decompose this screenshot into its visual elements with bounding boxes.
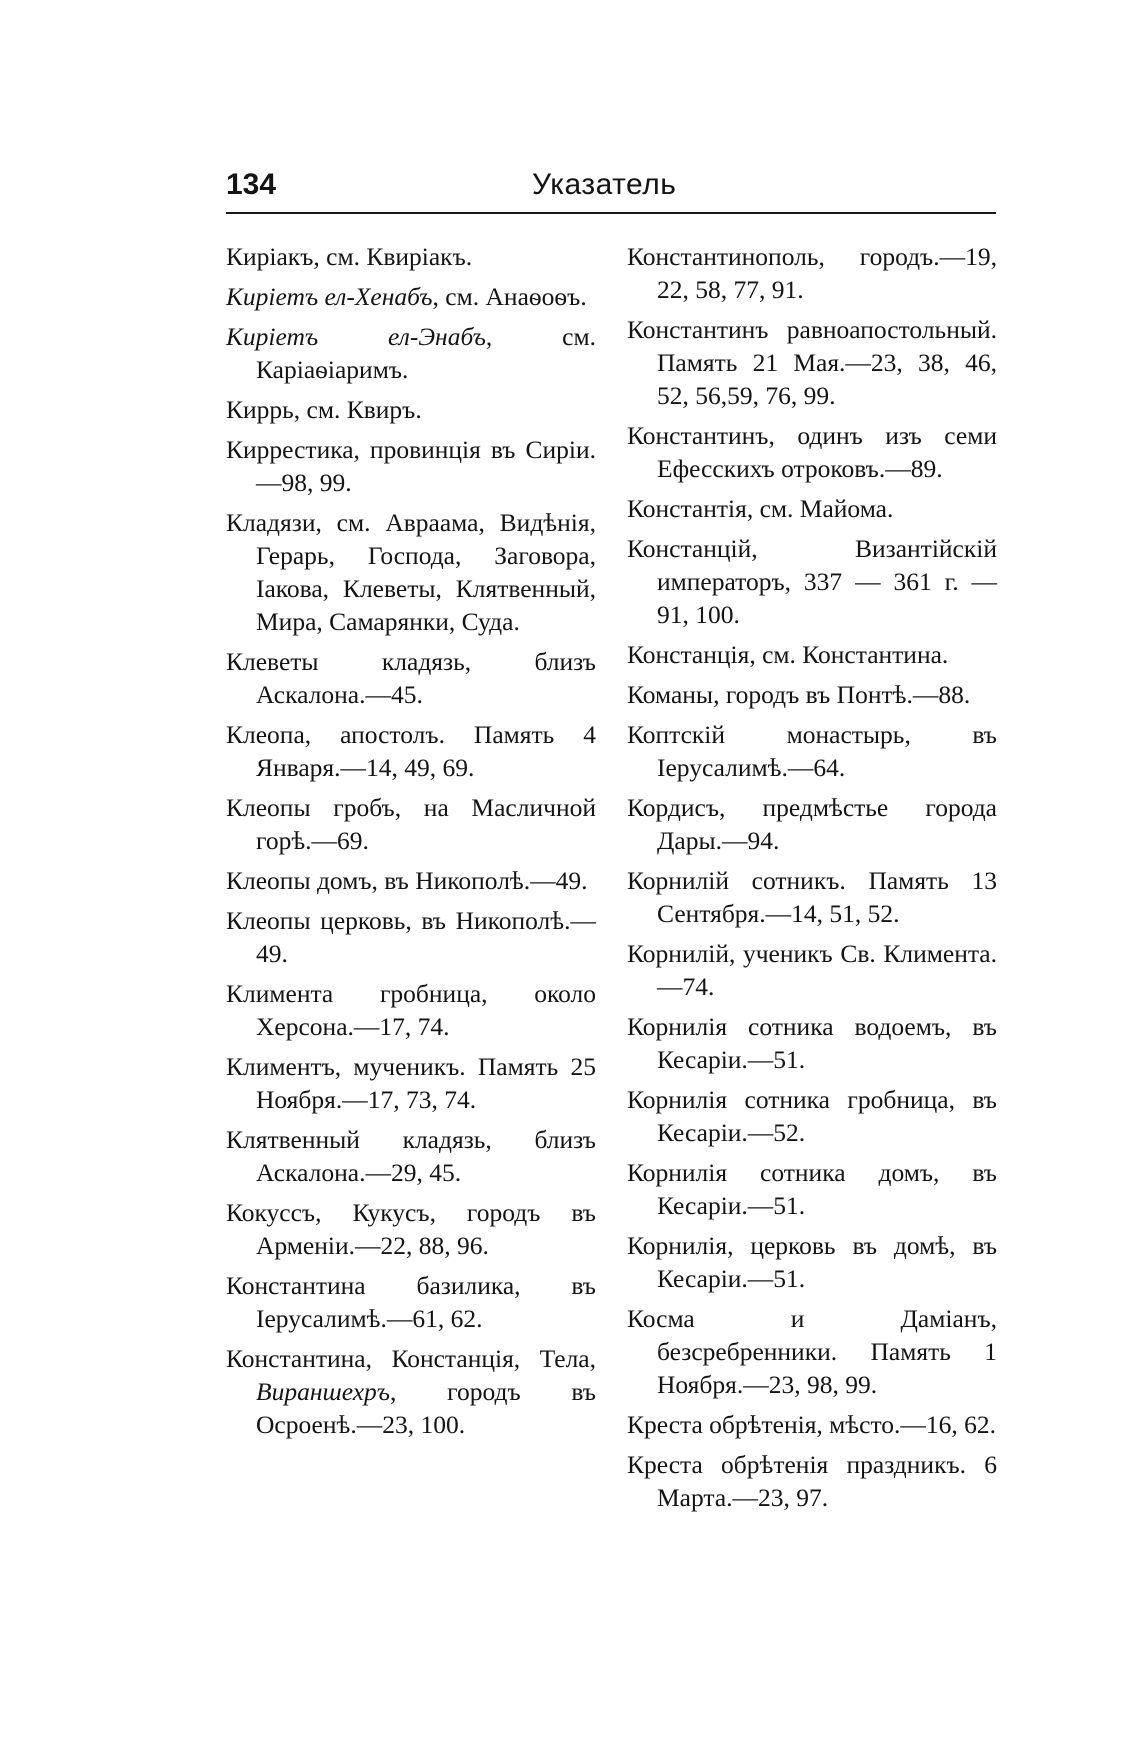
index-entry: Кокуссъ, Кукусъ, городъ въ Арменіи.—22, 88, 96. — [226, 1198, 596, 1260]
index-entry: Кладязи, см. Авраама, Видѣнія, Герарь, Господа, Заговора, Іакова, Клеветы, Клятвенный, Мира, Самарянки, Суда. — [226, 508, 596, 636]
index-entry: Клеветы кладязь, близъ Аскалона.—45. — [226, 647, 596, 709]
index-entry: Корнилія сотника водоемъ, въ Кесаріи.—51. — [627, 1012, 997, 1074]
index-entry: Константина базилика, въ Іерусалимѣ.—61, 62. — [226, 1271, 596, 1333]
page-header — [226, 168, 996, 218]
index-entry: Киріакъ, см. Квиріакъ. — [226, 242, 473, 271]
index-entry: Киріетъ ел-Хенабъ, см. Анаѳоѳъ. — [226, 282, 587, 311]
index-entry: Клеопа, апостолъ. Память 4 Января.—14, 49, 69. — [226, 720, 596, 782]
index-column-left — [226, 240, 596, 1448]
header-rule — [226, 212, 996, 214]
index-entry: Корнилій сотникъ. Память 13 Сентября.—14, 51, 52. — [627, 866, 997, 928]
index-entry: Креста обрѣтенія праздникъ. 6 Марта.—23, 97. — [627, 1450, 997, 1512]
index-entry: Клеопы домъ, въ Никополѣ.—49. — [226, 866, 588, 895]
index-entry: Констанцій, Византійскій императоръ, 337 — 361 г. — 91, 100. — [627, 534, 997, 629]
index-entry: Киррестика, провинція въ Сиріи.—98, 99. — [226, 435, 596, 497]
index-entry: Коптскій монастырь, въ Іерусалимѣ.—64. — [627, 720, 997, 782]
index-entry: Корнилій, ученикъ Св. Климента.—74. — [627, 939, 997, 1001]
index-entry: Корнилія сотника гробница, въ Кесаріи.—52. — [627, 1085, 997, 1147]
index-entry: Клеопы гробъ, на Масличной горѣ.—69. — [226, 793, 596, 855]
index-entry: Кордисъ, предмѣстье города Дары.—94. — [627, 793, 997, 855]
index-entry: Косма и Даміанъ, безсребренники. Память 1 Ноября.—23, 98, 99. — [627, 1304, 997, 1399]
index-entry: Константинополь, городъ.—19, 22, 58, 77, 91. — [627, 242, 997, 304]
index-entry: Константинъ, одинъ изъ семи Ефесскихъ отроковъ.—89. — [627, 421, 997, 483]
index-entry: Клеопы церковь, въ Никополѣ.—49. — [226, 906, 596, 968]
index-entry: Климента гробница, около Херсона.—17, 74. — [226, 979, 596, 1041]
index-entry: Константина, Констанція, Тела, Вираншехръ, городъ въ Осроенѣ.—23, 100. — [226, 1344, 596, 1439]
index-entry: Констанція, см. Константина. — [627, 640, 949, 669]
index-entry: Клятвенный кладязь, близъ Аскалона.—29, 45. — [226, 1125, 596, 1187]
index-entry: Константія, см. Майома. — [627, 494, 894, 523]
index-entry: Корнилія сотника домъ, въ Кесаріи.—51. — [627, 1158, 997, 1220]
index-entry: Киріетъ ел-Энабъ, см. Каріаѳіаримъ. — [226, 322, 596, 384]
index-entry: Климентъ, мученикъ. Память 25 Ноября.—17, 73, 74. — [226, 1052, 596, 1114]
page-number: 134 — [226, 168, 277, 201]
index-entry: Корнилія, церковь въ домѣ, въ Кесаріи.—51. — [627, 1231, 997, 1293]
index-entry: Константинъ равноапостольный. Память 21 Мая.—23, 38, 46, 52, 56,59, 76, 99. — [627, 315, 997, 410]
index-entry: Команы, городъ въ Понтѣ.—88. — [627, 680, 971, 709]
running-title: Указатель — [532, 168, 677, 201]
index-entry: Креста обрѣтенія, мѣсто.—16, 62. — [627, 1410, 997, 1439]
index-entry: Киррь, см. Квиръ. — [226, 395, 422, 424]
index-column-right — [627, 240, 997, 1521]
